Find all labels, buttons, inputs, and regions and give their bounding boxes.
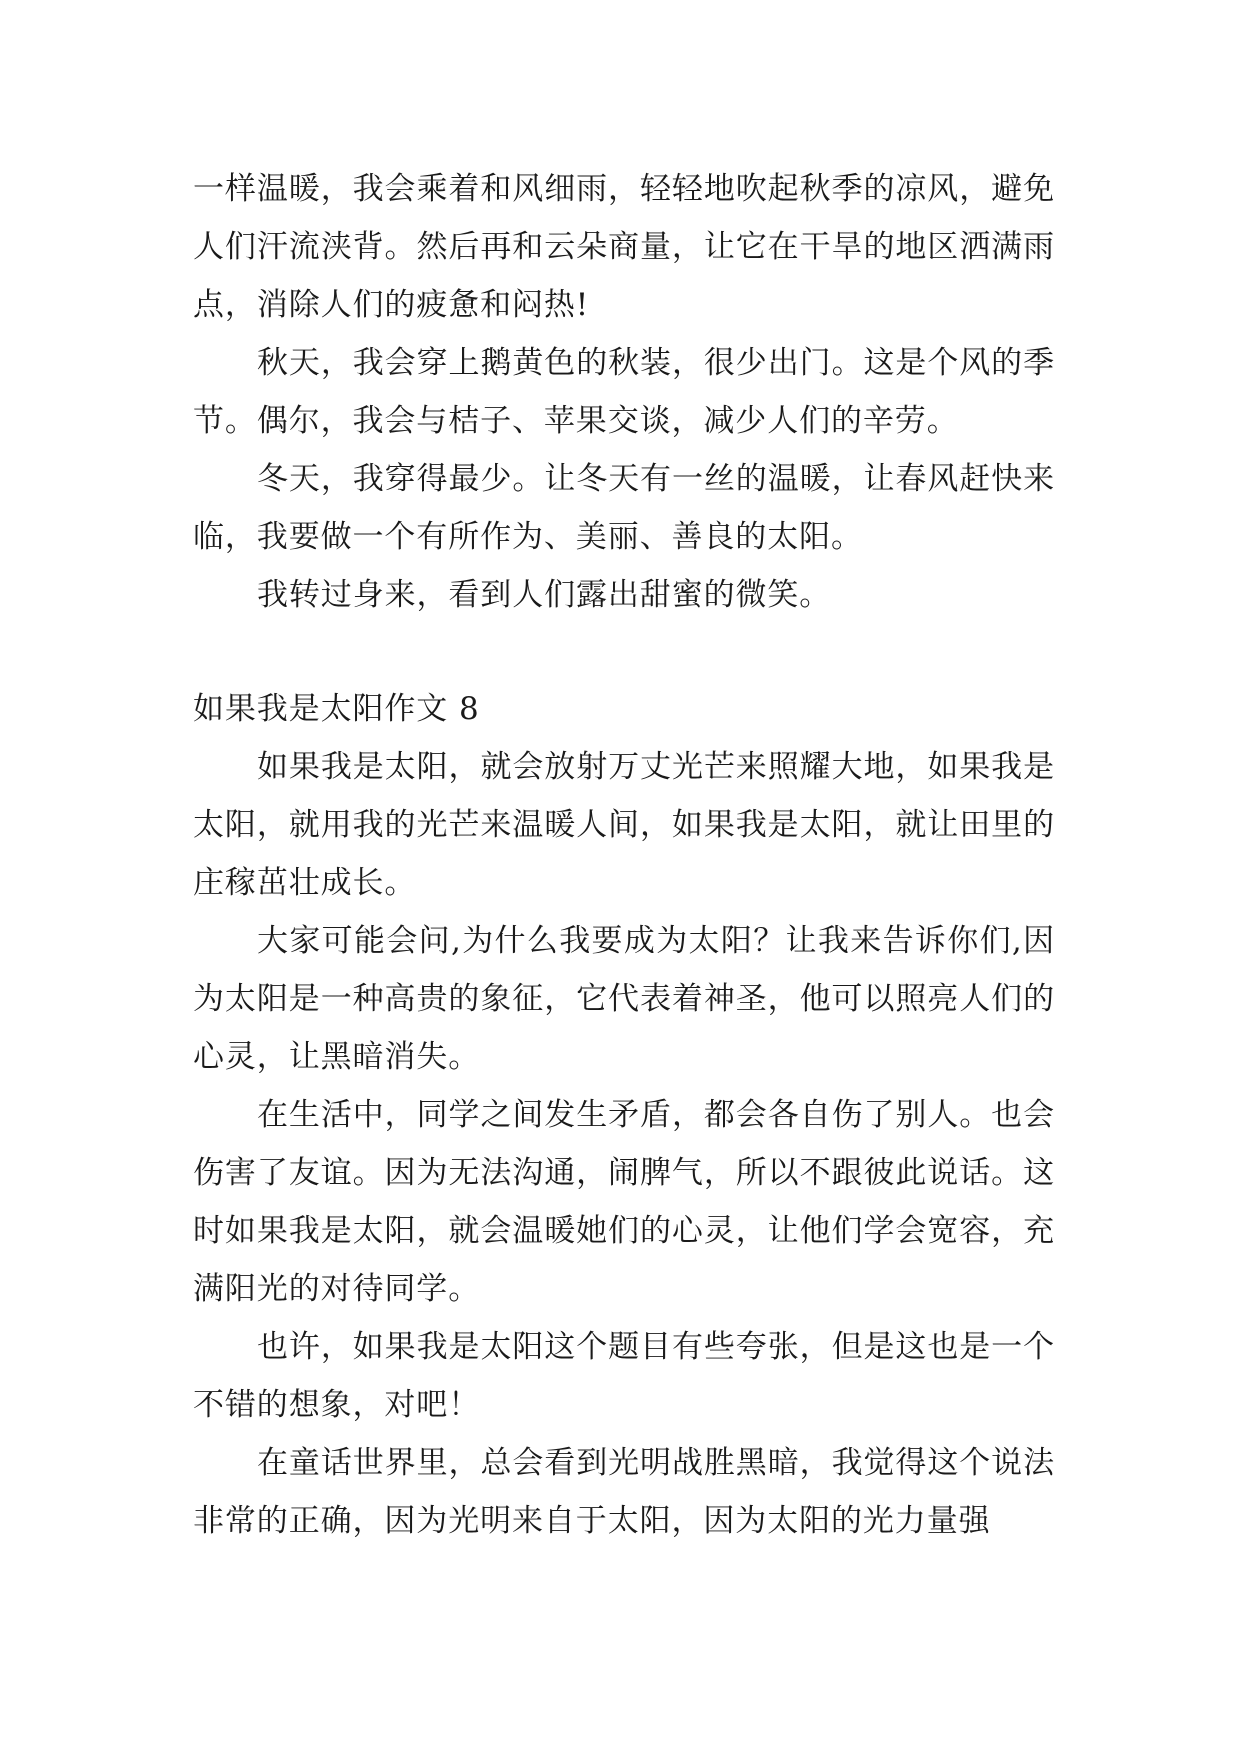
paragraph: 大家可能会问,为什么我要成为太阳？让我来告诉你们,因为太阳是一种高贵的象征，它代表着神圣，他可以照亮人们的心灵，让黑暗消失。: [193, 923, 1055, 1075]
paragraph: 如果我是太阳，就会放射万丈光芒来照耀大地，如果我是太阳，就用我的光芒来温暖人间，如果我是太阳，就让田里的庄稼茁壮成长。: [193, 749, 1055, 901]
section-title: 如果我是太阳作文 8: [193, 691, 480, 727]
paragraph: 秋天，我会穿上鹅黄色的秋装，很少出门。这是个风的季节。偶尔，我会与桔子、苹果交谈，减少人们的辛劳。: [193, 345, 1055, 439]
paragraph: 我转过身来，看到人们露出甜蜜的微笑。: [257, 577, 832, 613]
section-spacer: [193, 624, 1055, 680]
paragraph: 在生活中，同学之间发生矛盾，都会各自伤了别人。也会伤害了友谊。因为无法沟通，闹脾气，所以不跟彼此说话。这时如果我是太阳，就会温暖她们的心灵，让他们学会宽容，充满阳光的对待同学。: [193, 1097, 1055, 1307]
document-page: [193, 160, 1055, 1550]
paragraph: 冬天，我穿得最少。让冬天有一丝的温暖，让春风赶快来临，我要做一个有所作为、美丽、善良的太阳。: [193, 461, 1055, 555]
paragraph: 一样温暖，我会乘着和风细雨，轻轻地吹起秋季的凉风，避免人们汗流浃背。然后再和云朵商量，让它在干旱的地区洒满雨点，消除人们的疲惫和闷热!: [193, 171, 1055, 323]
paragraph: 也许，如果我是太阳这个题目有些夸张，但是这也是一个不错的想象，对吧！: [193, 1329, 1055, 1423]
paragraph: 在童话世界里，总会看到光明战胜黑暗，我觉得这个说法非常的正确，因为光明来自于太阳，因为太阳的光力量强: [193, 1445, 1055, 1539]
